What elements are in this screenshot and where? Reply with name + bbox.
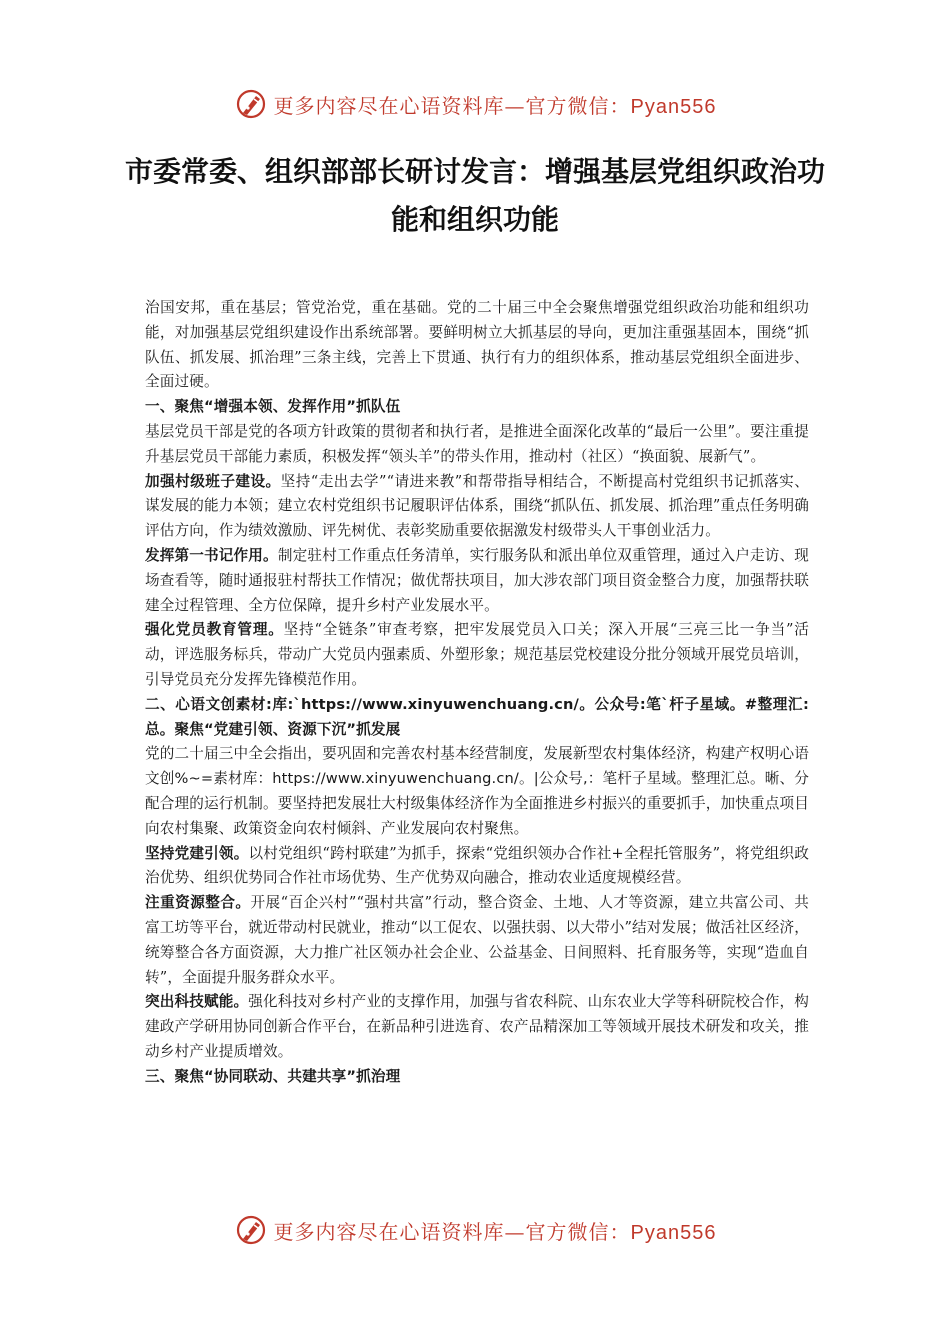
watermark-contact: 官方微信： xyxy=(525,93,631,118)
section-heading: 二、心语文创素材:库:`https://www.xinyuwenchuang.cn/。公众号:笔`杆子星域。#整理汇:总。聚焦“党建引领、资源下沉”抓发展 xyxy=(145,695,809,738)
pen-nib-circle-icon xyxy=(234,87,268,121)
document-title: 市委常委、组织部部长研讨发言：增强基层党组织政治功能和组织功能 xyxy=(124,155,825,236)
section-heading: 一、聚焦“增强本领、发挥作用”抓队伍 xyxy=(145,398,401,416)
paragraph-text: 制定驻村工作重点任务清单，实行服务队和派出单位双重管理，通过入户走访、现场查看等，随时通报驻村帮扶工作情况；做优帮扶项目，加大涉农部门项目资金整合力度，加强帮扶联建全过程管理、全方位保障，提升乡村产业发展水平。 xyxy=(145,546,810,614)
body-paragraph xyxy=(145,470,809,544)
body-paragraph xyxy=(145,420,809,470)
watermark-banner-top xyxy=(0,84,950,124)
paragraph-lead: 发挥第一书记作用。 xyxy=(145,546,278,564)
watermark-brand: 更多内容尽在心语资料库 xyxy=(273,93,505,118)
paragraph-text: 强化科技对乡村产业的支撑作用，加强与省农科院、山东农业大学等科研院校合作，构建政产学研用协同创新合作平台，在新品种引进选育、农产品精深加工等领域开展技术研发和攻关，推动乡村产业提质增效。 xyxy=(145,993,809,1060)
watermark-brand: 更多内容尽在心语资料库 xyxy=(273,1219,505,1244)
body-paragraph xyxy=(145,891,809,990)
section-heading: 三、聚焦“协同联动、共建共享”抓治理 xyxy=(145,1067,401,1085)
watermark-banner-bottom xyxy=(0,1210,950,1250)
paragraph-text: 开展“百企兴村”“强村共富”行动，整合资金、土地、人才等资源，建立共富公司、共富工坊等平台，就近带动村民就业，推动“以工促农、以强扶弱、以大带小”结对发展；做活社区经济，统筹整合各方面资源，大力推广社区领办社会企业、公益基金、日间照料、托育服务等，实现“造血自转”，全面提升服务群众水平。 xyxy=(145,894,809,986)
watermark-text xyxy=(274,1216,717,1245)
watermark-handle: Pyan556 xyxy=(630,95,717,118)
paragraph-lead: 加强村级班子建设。 xyxy=(145,472,281,490)
watermark-handle: Pyan556 xyxy=(630,1221,717,1244)
paragraph-text: 坚持“全链条”审查考察，把牢发展党员入口关；深入开展“三亮三比一争当”活动，评选服务标兵，带动广大党员内强素质、外塑形象；规范基层党校建设分批分领域开展党员培训，引导党员充分发挥先锋模范作用。 xyxy=(145,621,809,688)
paragraph-text: 坚持“走出去学”“请进来教”和帮带指导相结合，不断提高村党组织书记抓落实、谋发展的能力本领；建立农村党组织书记履职评估体系，围绕“抓队伍、抓发展、抓治理”重点任务明确评估方向，作为绩效激励、评先树优、表彰奖励重要依据激发村级带头人干事创业活力。 xyxy=(145,472,809,540)
watermark-separator: — xyxy=(504,1219,526,1244)
pen-nib-circle-icon xyxy=(234,1213,268,1247)
body-paragraph xyxy=(145,296,809,395)
paragraph-lead: 强化党员教育管理。 xyxy=(145,621,284,639)
watermark-separator: — xyxy=(504,93,526,118)
watermark-text xyxy=(274,90,717,119)
paragraph-text: 基层党员干部是党的各项方针政策的贯彻者和执行者，是推进全面深化改革的“最后一公里”。要注重提升基层党员干部能力素质，积极发挥“领头羊”的带头作用，推动村（社区）“换面貌、展新气”。 xyxy=(145,422,809,465)
paragraph-lead: 注重资源整合。 xyxy=(145,894,251,912)
body-paragraph: 党的二十届三中全会指出，要巩固和完善农村基本经营制度，发展新型农村集体经济，构建产权明心语文创%~=素材库：https://www.xinyuwenchuang.cn/。|公众号,：笔杆子星域。整理汇总。晰、分配合理的运行机制。要坚持把发展壮大村级集体经济作为全面推进乡村振兴的重要抓手，加快重点项目向农村集聚、政策资金向农村倾斜、产业发展向农村聚焦。 xyxy=(145,745,809,837)
watermark-contact: 官方微信： xyxy=(525,1219,631,1244)
paragraph-text: 以村党组织“跨村联建”为抓手，探索“党组织领办合作社+全程托管服务”，将党组织政治优势、组织优势同合作社市场优势、生产优势双向融合，推动农业适度规模经营。 xyxy=(145,844,809,887)
body-paragraph xyxy=(145,544,809,618)
body-paragraph xyxy=(145,990,809,1064)
paragraph-lead: 坚持党建引领。 xyxy=(145,844,249,862)
body-paragraph xyxy=(145,618,809,692)
document-body xyxy=(145,296,809,1090)
body-paragraph xyxy=(145,842,809,892)
paragraph-text: 治国安邦，重在基层；管党治党，重在基础。党的二十届三中全会聚焦增强党组织政治功能和组织功能，对加强基层党组织建设作出系统部署。要鲜明树立大抓基层的导向，更加注重强基固本，围绕“抓队伍、抓发展、抓治理”三条主线，完善上下贯通、执行有力的组织体系，推动基层党组织全面进步、全面过硬。 xyxy=(145,299,809,391)
paragraph-lead: 突出科技赋能。 xyxy=(145,993,249,1011)
